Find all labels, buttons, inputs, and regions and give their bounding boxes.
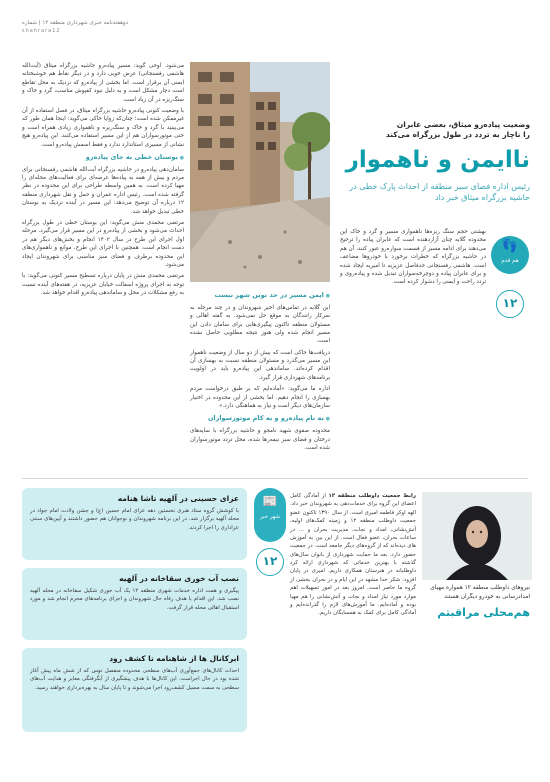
mid-subheading: ● به نام پیاده‌رو و به کام موتورسواران	[190, 414, 330, 424]
footsteps-icon: 👣	[501, 239, 519, 254]
mid-column	[190, 287, 330, 455]
news-card	[22, 568, 247, 640]
publication-name: دوهفته‌نامه خبری شهرداری منطقه ۱۲ | شماره	[22, 20, 129, 26]
lead-subhead: رئیس اداره فضای سبز منطقه از احداث پارک خطی در حاشیه بزرگراه میثاق خبر داد	[349, 181, 530, 203]
portrait-illustration	[422, 492, 532, 580]
intro-paragraph: بهشتی حجم سنگ ریزه‌ها ناهمواری مسیر و گرد و خاک این محدوده گلایه چنان آزاردهنده است که عابران پیاده را ترجیح می‌دهند برای ادامه مسیر از قسمت سواره‌رو عبور کنند، آن هم در حاشیه بزرگراه که خطرات برخورد با خودروها مضاعف است. هاشمی رفسنجانی حدفاصل عزیزیه تا امیریه ایجاد شده و برای عابران پیاده و دوچرخه‌سواران تبدیل شده و پیاده‌روی و تردد راحت و ایمنی را دشوار کرده است.	[340, 229, 486, 286]
hamgadam-badge	[491, 236, 529, 274]
city-news-badge	[254, 488, 286, 542]
main-title: ناایمن و ناهموار	[345, 147, 530, 174]
photo-caption: ● ایمن مسیر در حد نوین شهر نیست	[190, 291, 330, 301]
left-paragraph-4: مرتضی محمدی منش می‌گوید: این بوستان خطی در طول بزرگراه احداث می‌شود و بخشی از پیاده‌رو در این مسیر قرار می‌گیرد. مرحله اول اجرای این طرح در سال ۱۴۰۲ انجام و بخش‌های دیگر هم در دست انجام است. همچنین با اجرای این طرح، موانع و ناهمواری‌های این محدوده برطرف و فضای سبز مناسبی برای شهروندان ایجاد می‌شود.	[22, 220, 184, 268]
left-paragraph-5: مرتضی محمدی منش در پایان درباره تسطیح مسیر کنونی می‌گوید: با توجه به اجرای پروژه اسفالت خیابان عزیزیه، در هفته‌های آینده نسبت به رفع مشکلات در محل و ساماندهی پیاده‌رو اقدام خواهد شد.	[22, 273, 184, 297]
profile-text-body: از آمادگی کامل اعضای این گروه برای خدمات‌دهی به شهروندان خبر داد. الهه اوکر فاطمه امیری است. از سال ۱۳۹۰ تاکنون عضو جمعیت داوطلب منطقه ۱۲ و زمینه کمک‌های اولیه، آتش‌نشانی، امداد و نجات، مدیریت بحران و ... در ساعات بحران، عضو فعال است. از این بین به آموزش های دیده‌اند که از گروه‌های دیگر جامعه است. در جمعیت حضور دارد. بعد ما حمایت شهرداری از بانوان سال‌های گذشته با بهترین خدماتی که شهرداری ارائه کرد داوطلبانه در هنرستان همکاری داریم.	[290, 493, 416, 575]
news-body: احداث کانال‌های جمع‌آوری آب‌های سطحی محدوده منفصل توس که از شش ماه پیش آغاز شده بود در حال اجراست. این کانال‌ها با هدف پیشگیری از آبگرفتگی معابر و هدایت آب‌های سطحی به سمت مسیل کشف‌رود اجرا می‌شوند و تا پایان سال به بهره‌برداری خواهند رسید.	[30, 668, 239, 691]
section-number-badge: ۱۲	[496, 290, 524, 318]
profile-text-title: رابط جمعیت داوطلب منطقه ۱۲	[328, 493, 417, 499]
profile-title: هم‌محلی مراقبتم	[437, 606, 530, 619]
left-paragraph-3: سامان‌دهی پیاده‌رو در حاشیه بزرگراه آیت‌الله هاشمی رفسنجانی برای مردم و بیش از همه به پیاده‌ها عرصه‌ای برای فعالیت‌های محله‌ای را مهیا کرده است. به همین واسطه طراحی برای این محدوده در نظر گرفته شده است. رئیس اداره عمران و حمل و نقل شهرداری منطقه ۱۲ درباره آن توضیح می‌دهد: این مسیر در آینده نزدیک به بوستان خطی تبدیل خواهد شد.	[22, 166, 184, 215]
city-news-label: شهر خبر	[259, 514, 281, 520]
page-header	[22, 20, 162, 34]
mid-paragraph-2: دریافت‌ها حاکی است که بیش از دو سال از وضعیت ناهموار این مسیر می‌گذرد و مسئولان منطقه نسبت به بهسازی آن اقدام کرده‌اند. ساماندهی این پیاده‌رو باید در اولویت برنامه‌های شهرداری قرار گیرد.	[190, 349, 330, 381]
kicker-line-2: را ناچار به تردد در طول بزرگراه می‌کند	[385, 130, 530, 140]
news-body: پیگیری و همت اداره خدمات شهری منطقه ۱۲ یک آب خوری شکیل سقاخانه در محله آلهیه نصب شد. این اقدام با هدف رفاه حال شهروندان و اجرای برنامه‌های محرم انجام شد و مورد استقبال اهالی محله قرار گرفت.	[30, 588, 239, 611]
street-photo-illustration	[190, 62, 330, 282]
volunteer-portrait	[422, 492, 532, 580]
profile-text-body-2: امیری در پایان افزود: شکر خدا مشهد در این ایام و در بحران بخشی از گروه ما حاضر است. امروز بعد در امور تسهیلات اهم موارد مورد نیاز امداد و نجات و آتش‌نشانی را هم مهیا بوده و آماده‌ایم. ما آموزش‌های لازم را گذرانده‌ایم و آمادگی کامل برای کمک به همسایگان داریم.	[290, 568, 416, 617]
mid-paragraph-1: این گلایه در تماس‌های اخیر شهروندان و در چند مرحله به سرکار رانندگان به موقع حل نمی‌شود. به گفته اهالی و مسئولان منطقه تاکنون پیگیری‌هایی برای سامان دادن این مسیر انجام شده ولی هنوز نتیجه مطلوبی حاصل نشده است.	[190, 304, 330, 345]
mid-paragraph-3: اداره ما می‌گوید: «آماده‌ایم که بر طبق درخواست مردم بهسازی را انجام دهیم. اما بخشی از این محدوده در اختیار سازمان‌های دیگر است و نیاز به هماهنگی دارد.»	[190, 386, 330, 410]
left-paragraph-2: با وضعیت کنونی پیاده‌رو حاشیه بزرگراه میثاق، در فصل استفاده از آن غیرممکن شده است؛ چنان‌که زوایا خاکی می‌گوید: اینجا همان طور که می‌بینید با گرد و خاک و سنگ‌ریزه و ناهمواری زیادی همراه است و حتی موتورسواران هم از این مسیر استفاده می‌کنند. این پیاده‌رو هیچ نشانی از مسیری استاندارد ندارد و فقط اسمش پیاده‌رو است.	[22, 107, 184, 148]
portrait-caption: نیروهای داوطلب منطقه ۱۲ همواره مهیای امدادرسانی به خودرو دیگران هستند	[430, 585, 530, 600]
badge-label: هم قدم	[501, 258, 519, 264]
mid-paragraph-4: محدوده صفوی شهید نامجو و حاشیه بزرگراه با سایه‌های درختان و فضای سبز نیمه‌رها شده، محل تردد موتورسواران شده است.	[190, 428, 330, 451]
news-card	[22, 648, 247, 732]
section-divider	[22, 478, 528, 479]
news-title: ابرکانال ها از شاهنامه تا کشف رود	[109, 654, 239, 663]
left-column	[22, 62, 184, 301]
kicker-line-1: وضعیت پیاده‌رو میثاق، بعضی عابران	[396, 120, 530, 129]
profile-text	[290, 492, 416, 618]
news-title: نصب آب خوری سقاخانه در آلهیه	[119, 574, 239, 583]
city-news-number: ۱۲	[256, 548, 284, 576]
news-title: عزای حسینی در آلهیه تاشا هنامه	[117, 494, 239, 503]
left-subheading: ● بوستان خطی به جای پیاده‌رو	[22, 153, 184, 163]
news-card	[22, 488, 247, 560]
street-photo	[190, 62, 330, 282]
lead-box	[335, 120, 530, 204]
news-body: با کوشش گروه ستاد هنری نخستین دهه عزای امام حسین (ع) و جشن ولادت امام جواد در محله آلهیه برگزار شد. در این برنامه شهروندان و نوجوانان هم حضور داشتند و آیین‌های سنتی عزاداری را اجرا کردند.	[30, 508, 239, 531]
newspaper-icon: 📰	[262, 494, 278, 508]
website-label: shahrara12	[22, 28, 61, 34]
left-paragraph-1: می‌شود. اوحی گوید: مسیر پیاده‌رو حاشیه بزرگراه میثاق (آیت‌الله هاشمی رفسنجانی) عرض خوبی دارد و در دیگر نقاط هم خوشبختانه ایمنی آن برقرار است. اما بخشی از پیاده‌رو که نزدیک به محل تقاطع است دچار مشکل است و به دلیل نبود کفپوش مناسب، گرد و خاک و سنگ‌ریزه در آن زیاد است.	[22, 63, 184, 103]
intro-text	[340, 228, 486, 290]
